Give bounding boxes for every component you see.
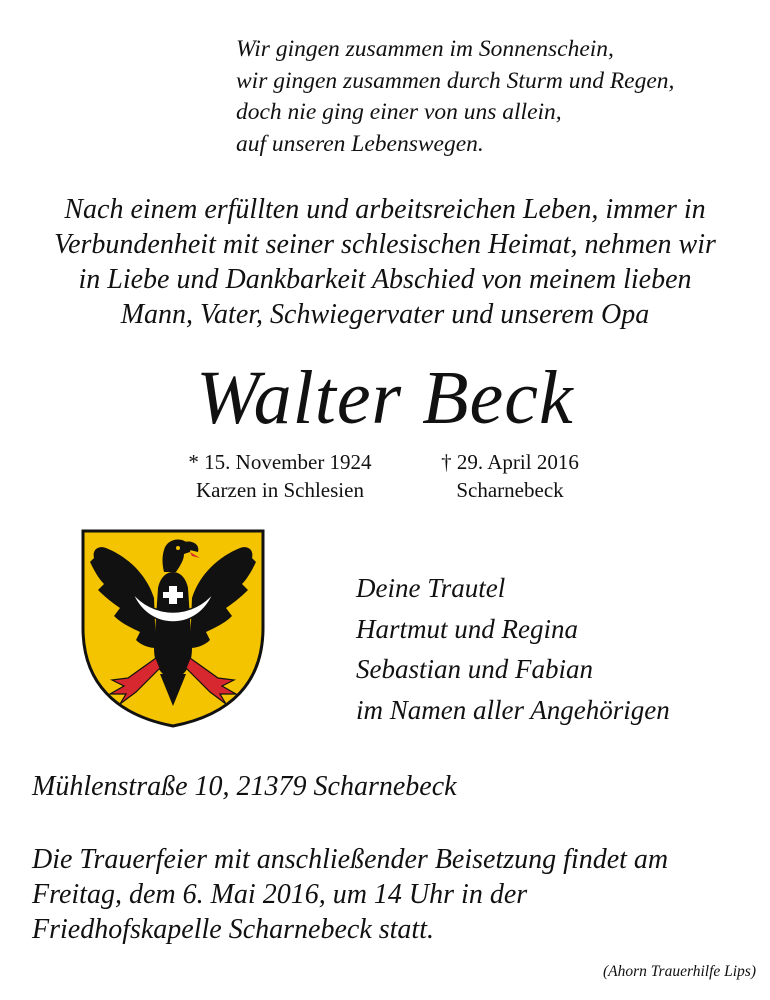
intro-line: in Liebe und Dankbarkeit Abschied von meinem lieben — [78, 264, 692, 295]
service-line: Die Trauerfeier mit anschließender Beisetzung findet am — [32, 844, 669, 875]
service-line: Friedhofskapelle Scharnebeck statt. — [32, 914, 434, 945]
poem-line: Wir gingen zusammen im Sonnenschein, — [236, 36, 614, 62]
funeral-home-credit: (Ahorn Trauerhilfe Lips) — [602, 963, 756, 980]
family-line: Deine Trautel — [356, 573, 506, 603]
poem — [236, 34, 674, 160]
silesian-eagle-crest-icon — [80, 528, 266, 728]
death-date: † 29. April 2016 — [441, 450, 579, 474]
birth-date: * 15. November 1924 — [188, 450, 372, 474]
family-line: Sebastian und Fabian — [356, 654, 593, 684]
intro-line: Verbundenheit mit seiner schlesischen Heimat, nehmen wir — [54, 229, 716, 260]
intro-line: Mann, Vater, Schwiegervater und unserem Opa — [120, 299, 650, 330]
poem-line: auf unseren Lebenswegen. — [236, 130, 484, 157]
birth-info — [170, 448, 390, 504]
death-info — [420, 448, 600, 504]
family-signature — [356, 568, 670, 730]
address: Mühlenstraße 10, 21379 Scharnebeck — [32, 771, 457, 802]
intro-line: Nach einem erfüllten und arbeitsreichen Leben, immer in — [64, 194, 706, 225]
service-line: Freitag, dem 6. Mai 2016, um 14 Uhr in der — [32, 879, 528, 910]
service-info — [32, 842, 668, 947]
deceased-name: Walter Beck — [196, 356, 574, 440]
family-line: im Namen aller Angehörigen — [356, 694, 670, 725]
intro-text — [0, 192, 770, 332]
poem-line: doch nie ging einer von uns allein, — [236, 99, 562, 125]
poem-line: wir gingen zusammen durch Sturm und Regen, — [236, 67, 675, 94]
birth-place: Karzen in Schlesien — [196, 478, 364, 502]
family-line: Hartmut und Regina — [356, 613, 578, 644]
death-place: Scharnebeck — [456, 478, 564, 502]
